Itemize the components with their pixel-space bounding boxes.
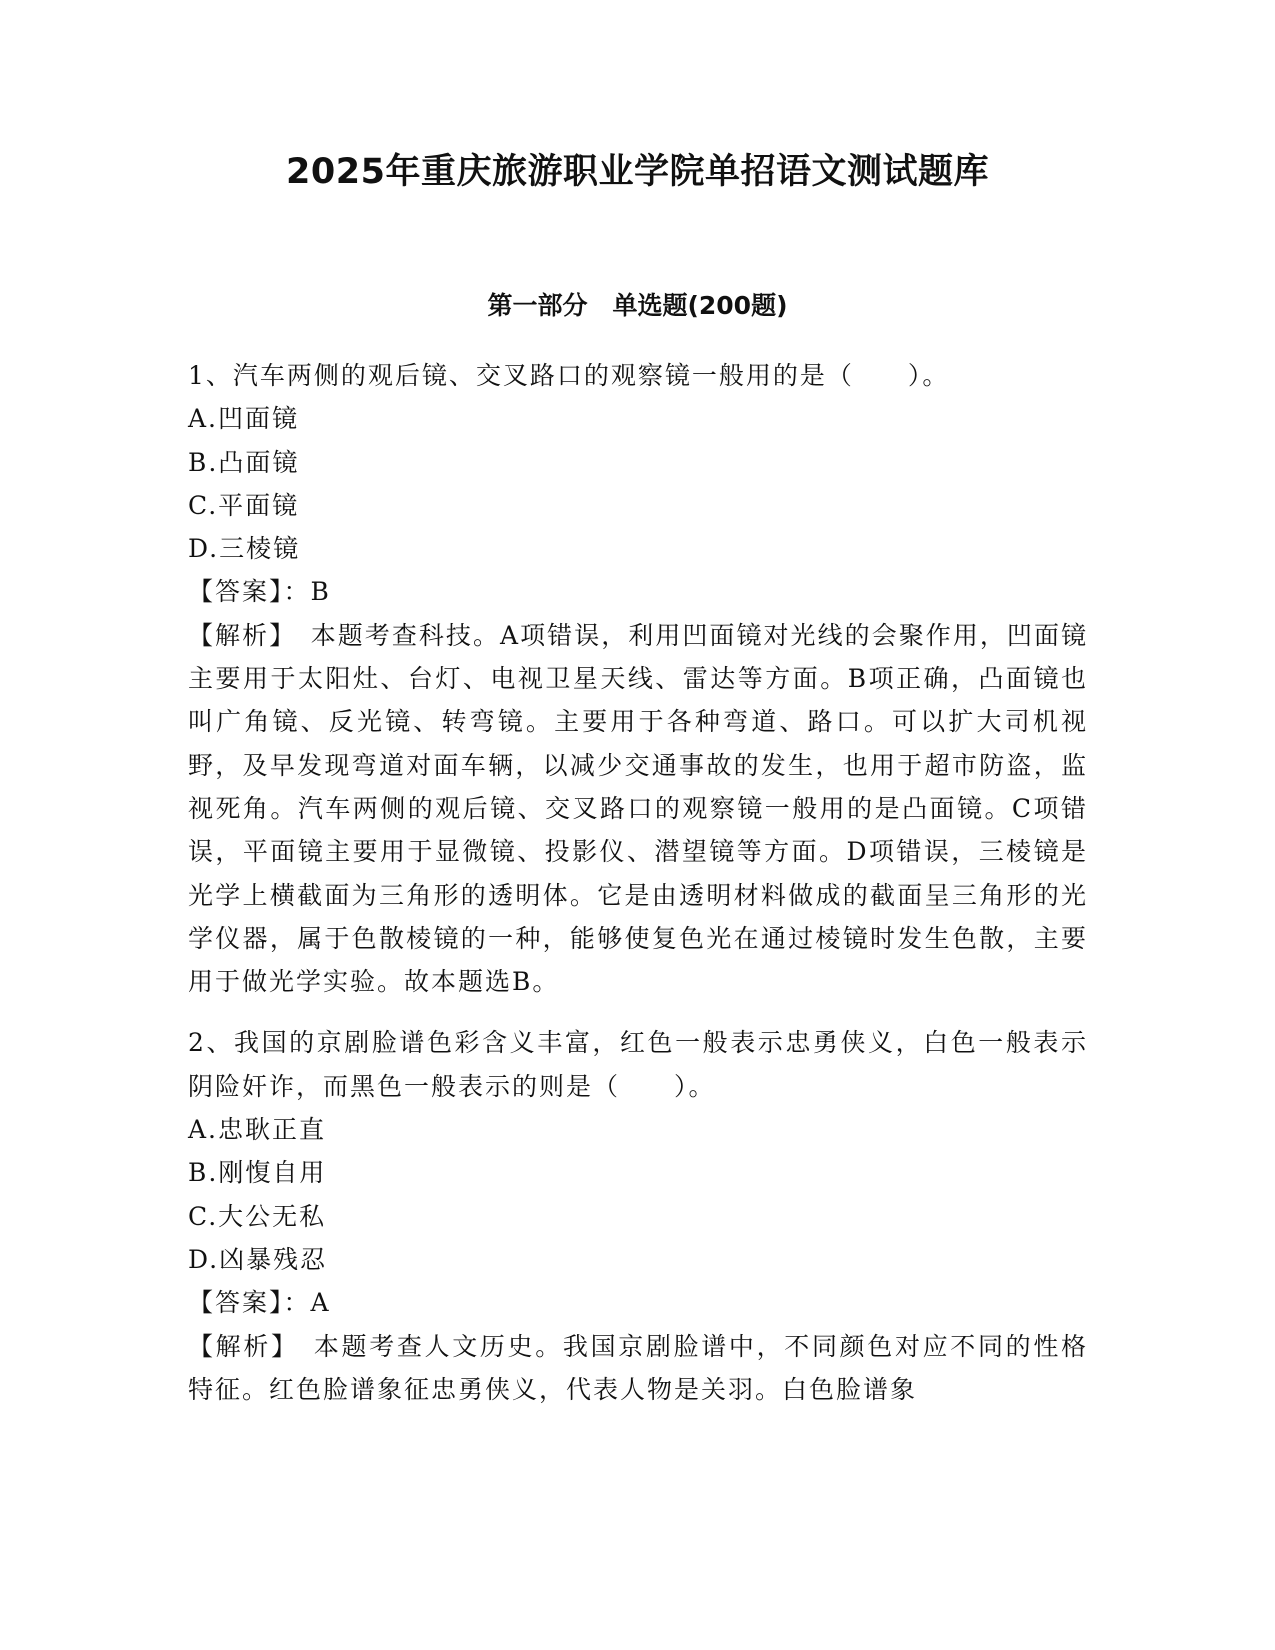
answer: 【答案】：A [188, 1288, 331, 1318]
option-b: B.凸面镜 [188, 447, 300, 477]
option-d: D.凶暴残忍 [188, 1244, 328, 1274]
explanation: 【解析】 本题考查人文历史。我国京剧脸谱中，不同颜色对应不同的性格特征。红色脸谱象征忠勇侠义，代表人物是关羽。白色脸谱象 [188, 1331, 1088, 1404]
question-stem: 2、我国的京剧脸谱色彩含义丰富，红色一般表示忠勇侠义，白色一般表示阴险奸诈，而黑色一般表示的则是（ ）。 [188, 1028, 1088, 1101]
question-2 [188, 1021, 1088, 1411]
explanation: 【解析】 本题考查科技。A项错误，利用凹面镜对光线的会聚作用，凹面镜主要用于太阳灶、台灯、电视卫星天线、雷达等方面。B项正确，凸面镜也叫广角镜、反光镜、转弯镜。主要用于各种弯道、路口。可以扩大司机视野，及早发现弯道对面车辆，以减少交通事故的发生，也用于超市防盗，监视死角。汽车两侧的观后镜、交叉路口的观察镜一般用的是凸面镜。C项错误，平面镜主要用于显微镜、投影仪、潜望镜等方面。D项错误，三棱镜是光学上横截面为三角形的透明体。它是由透明材料做成的截面呈三角形的光学仪器，属于色散棱镜的一种，能够使复色光在通过棱镜时发生色散，主要用于做光学实验。故本题选B。 [188, 620, 1088, 997]
option-c: C.大公无私 [188, 1201, 327, 1231]
question-1 [188, 354, 1088, 1003]
option-a: A.凹面镜 [188, 404, 300, 434]
option-d: D.三棱镜 [188, 534, 301, 564]
option-c: C.平面镜 [188, 490, 300, 520]
document-body [188, 354, 1088, 1429]
question-stem: 1、汽车两侧的观后镜、交叉路口的观察镜一般用的是（ ）。 [188, 361, 950, 390]
option-b: B.刚愎自用 [188, 1158, 327, 1188]
answer: 【答案】：B [188, 577, 331, 607]
document-title: 2025年重庆旅游职业学院单招语文测试题库 [286, 152, 989, 192]
option-a: A.忠耿正直 [188, 1115, 327, 1145]
section-title: 第一部分 单选题(200题) [487, 291, 788, 320]
